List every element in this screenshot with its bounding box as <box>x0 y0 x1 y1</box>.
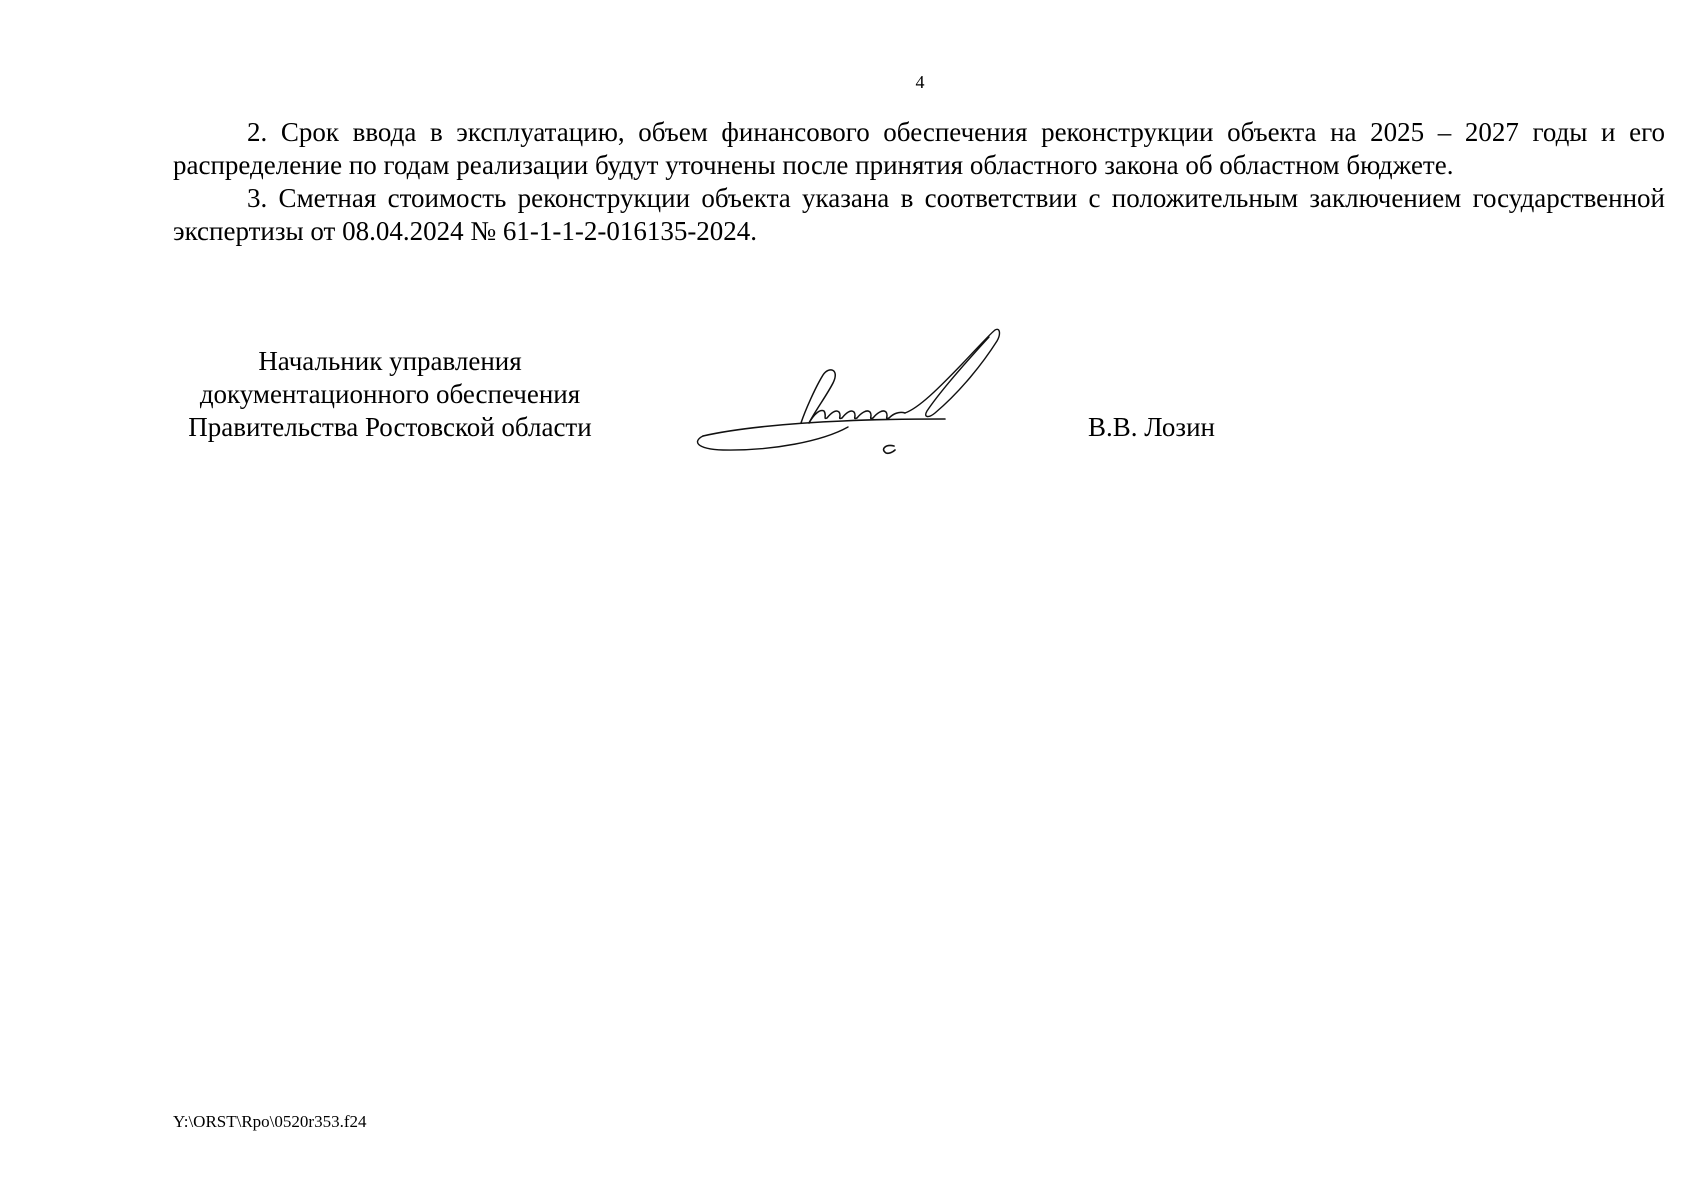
handwritten-signature <box>683 323 1003 473</box>
signer-position-line-1: Начальник управления <box>258 346 522 376</box>
document-body <box>173 116 1665 248</box>
signer-position-line-2: документационного обеспечения <box>199 379 581 409</box>
signer-position-line-3: Правительства Ростовской области <box>188 412 592 442</box>
paragraph-2: 2. Срок ввода в эксплуатацию, объем финансового обеспечения реконструкции объекта на 2025 – 2027 годы и его распределение по годам реализации будут уточнены после принятия областного закона об областном бюджете. <box>173 117 1665 180</box>
signer-name: В.В. Лозин <box>1088 412 1215 442</box>
file-path: Y:\ORST\Rpo\0520r353.f24 <box>173 1112 367 1131</box>
signature-block <box>173 345 1665 475</box>
signer-position <box>173 345 607 444</box>
paragraph-3: 3. Сметная стоимость реконструкции объекта указана в соответствии с положительным заключением государственной экспертизы от 08.04.2024 № 61-1-1-2-016135-2024. <box>173 183 1665 246</box>
page-number: 4 <box>915 72 925 92</box>
